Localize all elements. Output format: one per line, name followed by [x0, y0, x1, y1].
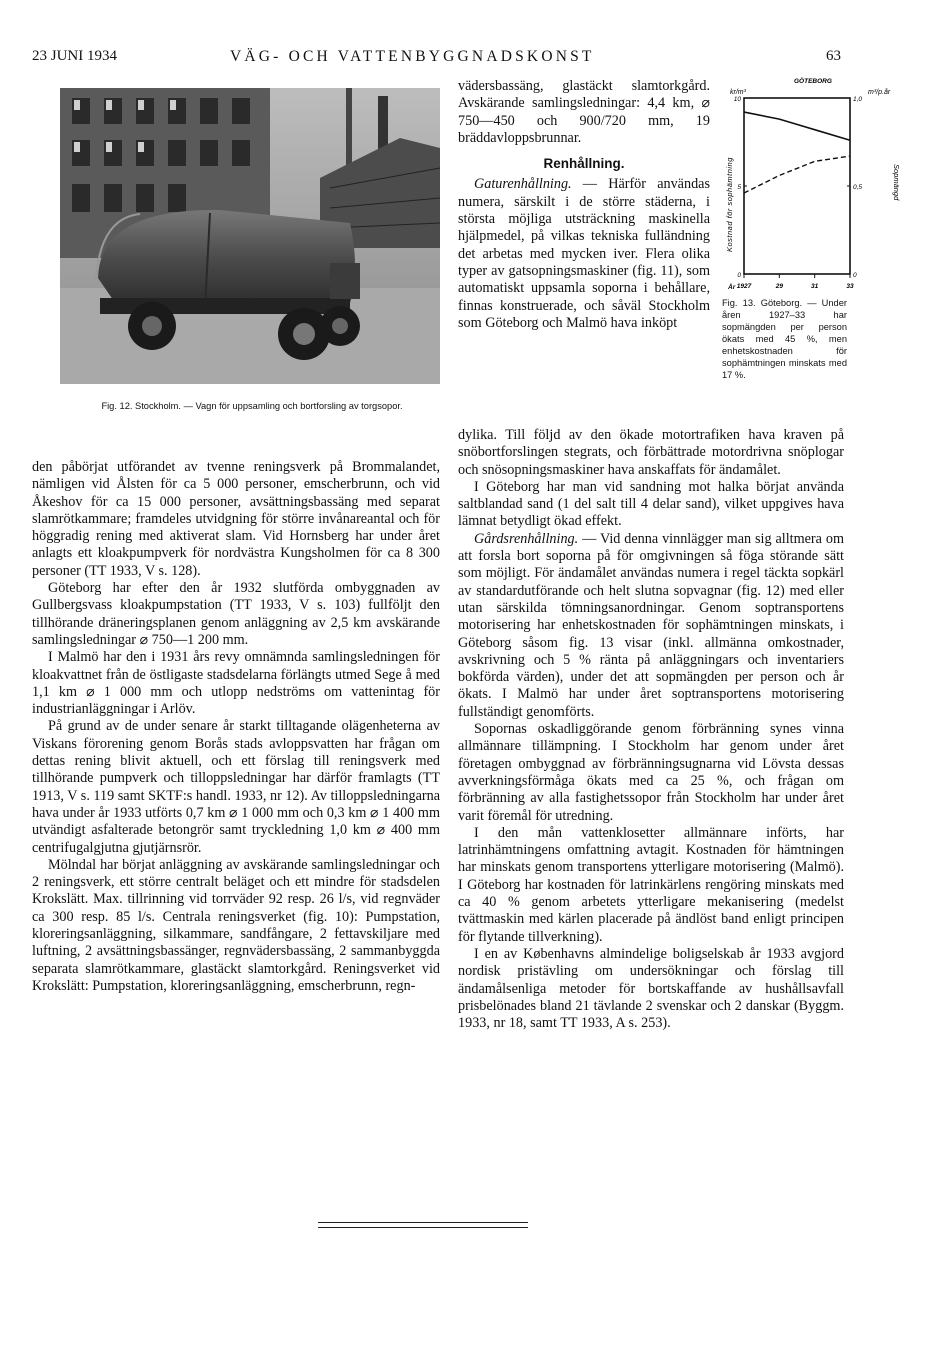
end-rule-bottom — [318, 1227, 528, 1228]
paragraph: På grund av de under senare år starkt tilltagande olägenheterna av Viskans förorening genom Borås stads avloppsvatten har frågan om dettas rening blivit aktuell, och ett förslag till reningsverk med tillhörande pumpverk och tilloppsledningar har därför framlagts (TT 1913, V s. 119 samt SKTF:s handl. 1933, nr 12). Av tilloppsledningarna hava under år 1933 utförts 0,7 km ⌀ 1 000 mm och 0,3 km ⌀ 1 400 mm utvändigt asfalterade betongrör samt tryckledning 1,0 km ⌀ 400 mm centrifugalgjutna gjutjärnsrör. — [32, 718, 440, 856]
fig13-chart — [718, 74, 908, 294]
paragraph: dylika. Till följd av den ökade motortrafiken hava kraven på snöbortforslingen stegrats, och förbättrade motordrivna snöplogar och snösopningsmaskiner hava anskaffats för ändamålet. — [458, 427, 844, 478]
header-date: 23 JUNI 1934 — [32, 48, 117, 64]
wagon-photo-illustration — [60, 88, 440, 384]
paragraph: I Malmö har den i 1931 års revy omnämnda samlingsledningen för kloakvattnet från de östligaste stadsdelarna förlängts utmed Sege å med 1,1 km ⌀ 1 000 mm och utlopp nedströms om vattenintag för industrianläggningar i Arlöv. — [32, 649, 440, 718]
paragraph: I den mån vattenklosetter allmännare införts, har latrinhämtningens omfattning avtagit. Kostnaden för hämtningen har minskats genom transportens ytterligare motorisering (Malmö). I Göteborg har kostnaden för latrinkärlens rengöring minskats med ca 40 % genom arbetets ytterligare mekanisering (medelst tvättmaskin med kärlen placerade på ändlöst band enligt principen för flytande tillverkning). — [458, 824, 844, 945]
y-tick-label-right: 1,0 — [853, 96, 863, 103]
end-rule-top — [318, 1222, 528, 1223]
page-number: 63 — [826, 48, 841, 64]
y-tick-label-left: 10 — [733, 96, 741, 103]
y-tick-label-left: 5 — [737, 184, 741, 191]
paragraph: Göteborg har efter den år 1932 slutförda ombyggnaden av Gullbergsvass kloakpumpstation (TT 1933, V s. 103) fullföljt den tillhörande dräneringsplanen genom anläggning av 2,5 km avskärande samlingsledningar ⌀ 750—1 200 mm. — [32, 580, 440, 648]
x-axis-prefix: År — [728, 284, 736, 291]
section-heading-renhallning: Renhållning. — [543, 156, 625, 172]
right-unit-label: m³/p.år — [868, 89, 891, 96]
fig13-svg — [718, 74, 908, 294]
x-tick-label: 1927 — [736, 283, 752, 290]
fig12-caption: Fig. 12. Stockholm. — Vagn för uppsamling och bortforsling av torgsopor. — [101, 401, 403, 411]
series-line-kostnad — [744, 112, 850, 140]
paragraph-text: — Härför användas numera, särskilt i de större städerna, i största möjliga utsträckning maskinella hjälpmedel, på vilkas tekniska fulländning det arbetas med mycken iver. Flera olika typer av gatsopningsmaskiner (fig. 11), som automatiskt uppsamla soporna i behållare, finnas konstruerade, och såväl Stockholm som Göteborg och Malmö hava inköpt — [458, 176, 710, 331]
run-in-heading: Gaturenhållning. — [474, 176, 572, 193]
run-in-heading: Gårdsrenhållning. — [474, 530, 579, 547]
paragraph-gaturenhallning — [458, 176, 710, 332]
chart-city-label: GÖTEBORG — [794, 78, 832, 85]
paragraph: I Göteborg har man vid sandning mot halka börjat använda saltblandad sand (1 del salt till 4 delar sand), vilket uppgives hava lämnat betydligt ökad effekt. — [458, 478, 844, 530]
y-tick-label-right: 0,5 — [853, 184, 863, 191]
y-tick-label-right: 0 — [853, 272, 857, 279]
paragraph: Mölndal har börjat anläggning av avskärande samlingsledningar och 2 reningsverk, ett större centralt beläget och ett mindre för stadsdelen Krokslätt. Max. tillrinning vid torrväder 92 resp. 26 l/s, vid regnväder ca 300 resp. 85 l/s. Centrala reningsverket (fig. 10): Pumpstation, kloreringsanläggning, silkammare, sandfångare, 2 fettavskiljare med luftning, 2 avsättningsbassänger, regnvädersbassäng, 2 sammanbyggda separata slamrötkammare, glastäckt slamtorkgård. Reningsverket vid Krokslätt: Pumpstation, kloreringsanläggning, emscherbrunn, regn- — [32, 856, 440, 994]
x-tick-label: 29 — [775, 283, 783, 290]
right-column-wide — [458, 427, 844, 1032]
paragraph: Sopornas oskadliggörande genom förbränning synes vinna allmännare tillämpning. I Stockholm har genom under året företagen ombyggnad av förbränningsugnarna vid Lövsta dessas avverkningsförmåga ökats med ca 25 %, och frågan om förbränning av alla fastighetssopor från Stockholm har under året varit föremål för utredning. — [458, 721, 844, 824]
left-axis-label: Kostnad för sophämtning — [725, 157, 734, 252]
paragraph-text: — Vid denna vinnlägger man sig alltmera om att forsla bort soporna på för omgivningen så föga störande sätt som möjligt. För ändamålet användas numera i regel täckta sopkärl av standardutförande och helt slutna sopvagnar (fig. 12) med eller utan särskilda tömningsanordningar. Genom soptransportens motorisering har enhetskostnaden för sophämtningen minskats, i Göteborg såsom fig. 13 visar (inkl. allmänna omkostnader, avskrivning och 5 % ränta på anläggningars och inventariers bokförda värden), under det att sopmängden per person och år ökats. I Malmö har under året soptransportens motorisering fullständigt genomförts. — [458, 530, 844, 720]
paragraph: den påbörjat utförandet av tvenne reningsverk på Brommalandet, nämligen vid Ålsten för ca 5 000 personer, emscherbrunn, och vid Åkeshov för ca 15 000 personer, avsättningsbassäng med separat slamrötkammare; framdeles utvidgning för större invånareantal och för höggradig rening med aktiverat slam. Vid Hornsberg har under året anlagts ett kloakpumpverk för nordvästra Kungsholmen för ca 8 300 personer (TT 1933, V s. 128). — [32, 459, 440, 579]
y-tick-label-left: 0 — [737, 272, 741, 279]
series-line-sopmangd — [744, 156, 850, 193]
left-unit-label: kr/m³ — [730, 89, 746, 96]
fig12-photo — [60, 88, 440, 384]
x-tick-label: 31 — [811, 283, 819, 290]
paragraph: vädersbassäng, glastäckt slamtorkgård. Avskärande samlingsledningar: 4,4 km, ⌀ 750—450 och 900/720 mm, 19 bräddavloppsbrunnar. — [458, 78, 710, 146]
right-axis-label: Sopmängd — [892, 164, 901, 201]
paragraph-gardsrenhallning — [458, 531, 844, 721]
right-column-narrow — [458, 78, 710, 332]
journal-title: VÄG- OCH VATTENBYGGNADSKONST — [230, 48, 595, 65]
fig13-caption: Fig. 13. Göteborg. — Under åren 1927–33 har sopmängden per person ökats med 45 %, men enhetskostnaden för sophämtningen minskats med 17 %. — [722, 298, 847, 380]
x-tick-label: 33 — [846, 283, 854, 290]
paragraph: I en av Københavns almindelige boligselskab år 1933 avgjord nordisk pristävling om undersökningar och förslag till ändamålsenliga metoder för bortskaffande av hushållsavfall prisbelönades bland 21 tävlande 2 svenskar och 2 danskar (Byggm. 1933, nr 18, samt TT 1933, A s. 253). — [458, 945, 844, 1032]
left-column — [32, 459, 440, 995]
